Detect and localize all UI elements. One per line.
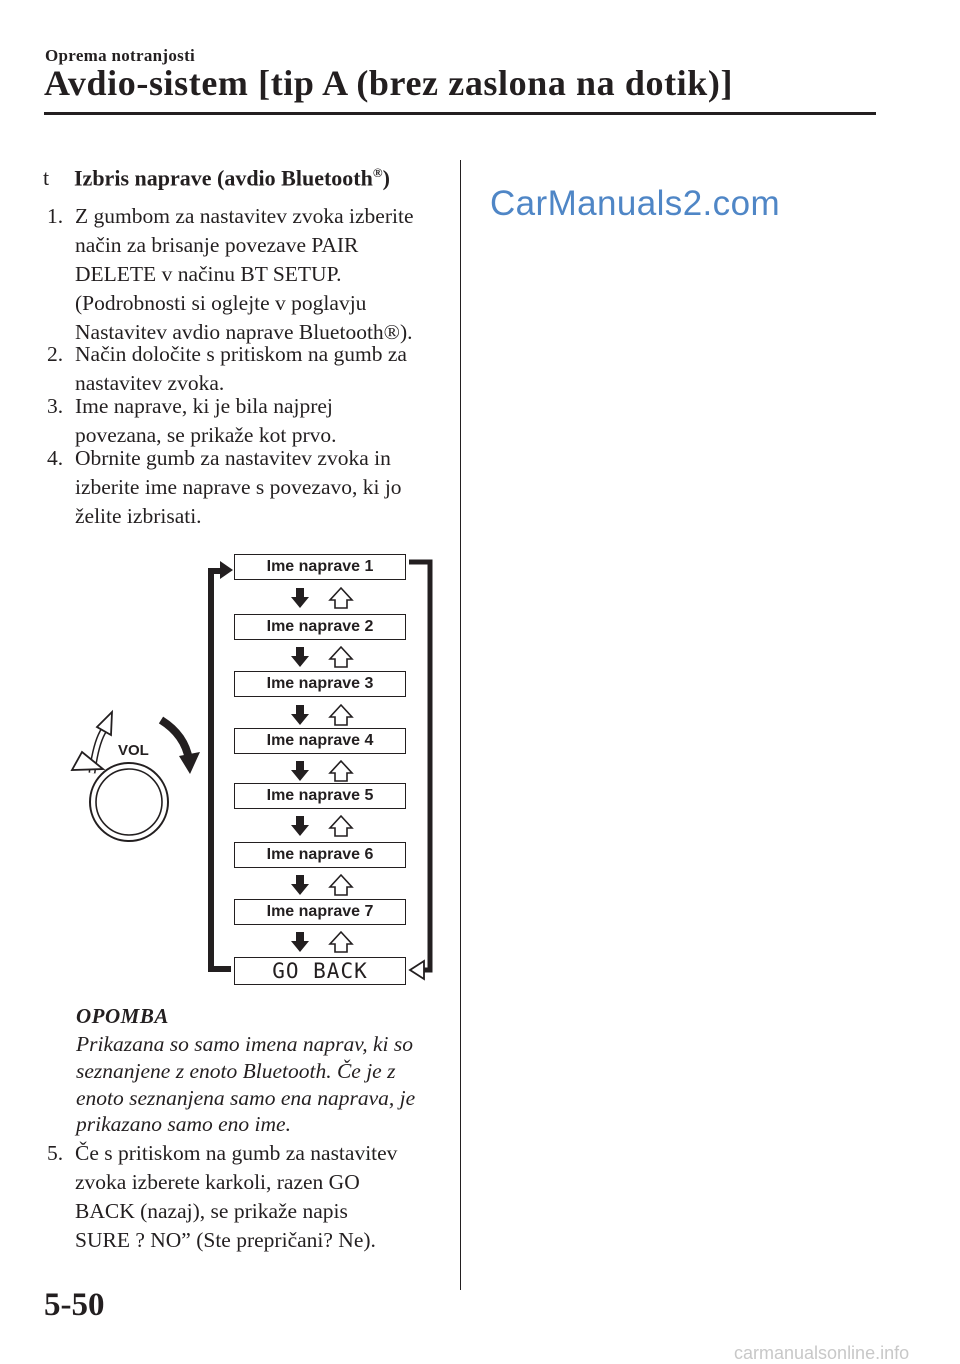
step-line: Ime naprave, ki je bila najprej xyxy=(75,394,333,418)
down-arrow-icon xyxy=(291,588,309,608)
step-line: BACK (nazaj), se prikaže napis xyxy=(75,1199,348,1223)
step-line: Če s pritiskom na gumb za nastavitev xyxy=(75,1141,398,1165)
volume-knob xyxy=(72,712,200,841)
note-title: OPOMBA xyxy=(76,1004,169,1028)
vol-label: VOL xyxy=(118,742,149,759)
page-number: 5-50 xyxy=(44,1287,105,1323)
step-line: Nastavitev avdio naprave Bluetooth®). xyxy=(75,320,413,344)
step-line: SURE ? NO” (Ste prepričani? Ne). xyxy=(75,1228,376,1252)
note-line: enoto seznanjena samo ena naprava, je xyxy=(76,1085,416,1110)
step-line: Način določite s pritiskom na gumb za xyxy=(75,342,407,366)
registered-mark: ® xyxy=(372,165,383,180)
step-line: (Podrobnosti si oglejte v poglavju xyxy=(75,291,367,315)
note-body xyxy=(76,1031,448,1138)
down-arrow-icon xyxy=(291,761,309,781)
down-arrow-icon xyxy=(291,647,309,667)
device-name-box: Ime naprave 7 xyxy=(234,899,406,925)
rotate-right-arrow-shaft xyxy=(161,720,189,760)
down-arrow-icon xyxy=(291,932,309,952)
step-line: Z gumbom za nastavitev zvoka izberite xyxy=(75,204,414,228)
loop-arrowhead-left xyxy=(410,961,424,979)
up-arrow-icon xyxy=(330,875,352,895)
heading-text: Izbris naprave (avdio Bluetooth xyxy=(74,165,373,191)
step-number: 1. xyxy=(47,204,64,228)
up-arrow-icon xyxy=(330,932,352,952)
up-arrow-icon xyxy=(330,816,352,836)
up-arrow-icon xyxy=(330,705,352,725)
loop-arrowhead-right xyxy=(220,561,233,579)
step-number: 3. xyxy=(47,394,64,418)
device-name-box: Ime naprave 5 xyxy=(234,783,406,809)
down-arrow-icon xyxy=(291,875,309,895)
down-arrow-icon xyxy=(291,816,309,836)
step-line: Obrnite gumb za nastavitev zvoka in xyxy=(75,446,391,470)
step-number: 5. xyxy=(47,1141,64,1165)
loop-line-left xyxy=(211,571,231,969)
step-line: izberite ime naprave s povezavo, ki jo xyxy=(75,475,402,499)
device-name-box: Ime naprave 4 xyxy=(234,728,406,754)
page-title: Avdio-sistem [tip A (brez zaslona na dotik)] xyxy=(44,63,734,103)
go-back-box: GO BACK xyxy=(234,957,406,985)
loop-line-right-inner xyxy=(411,566,426,966)
device-name-box: Ime naprave 3 xyxy=(234,671,406,697)
rotate-right-arrow-head xyxy=(179,752,200,774)
up-arrow-icon xyxy=(330,588,352,608)
note-line: Prikazana so samo imena naprav, ki so xyxy=(76,1032,414,1056)
step-number: 4. xyxy=(47,446,64,470)
device-name-box: Ime naprave 6 xyxy=(234,842,406,868)
up-arrow-icon xyxy=(330,761,352,781)
device-name-box: Ime naprave 1 xyxy=(234,554,406,580)
down-arrow-icon xyxy=(291,705,309,725)
step-line: DELETE v načinu BT SETUP. xyxy=(75,262,342,286)
footer-watermark: carmanualsonline.info xyxy=(734,1343,910,1363)
step-line: nastavitev zvoka. xyxy=(75,371,225,395)
note-line: prikazano samo eno ime. xyxy=(76,1112,291,1137)
device-name-box: Ime naprave 2 xyxy=(234,614,406,640)
note-line: seznanjene z enoto Bluetooth. Če je z xyxy=(76,1058,396,1083)
section-label: Oprema notranjosti xyxy=(45,46,196,65)
knob-inner-ring xyxy=(96,769,162,835)
step-line: zvoka izberete karkoli, razen GO xyxy=(75,1170,360,1194)
step-line: želite izbrisati. xyxy=(75,504,202,528)
up-arrow-icon xyxy=(330,647,352,667)
watermark: CarManuals2.com xyxy=(490,184,780,223)
heading-bullet: t xyxy=(43,165,50,191)
step-5 xyxy=(47,1139,447,1255)
step-number: 2. xyxy=(47,342,64,366)
heading-close: ) xyxy=(382,165,390,191)
step-line: način za brisanje povezave PAIR xyxy=(75,233,359,257)
step-line: povezana, se prikaže kot prvo. xyxy=(75,423,337,447)
